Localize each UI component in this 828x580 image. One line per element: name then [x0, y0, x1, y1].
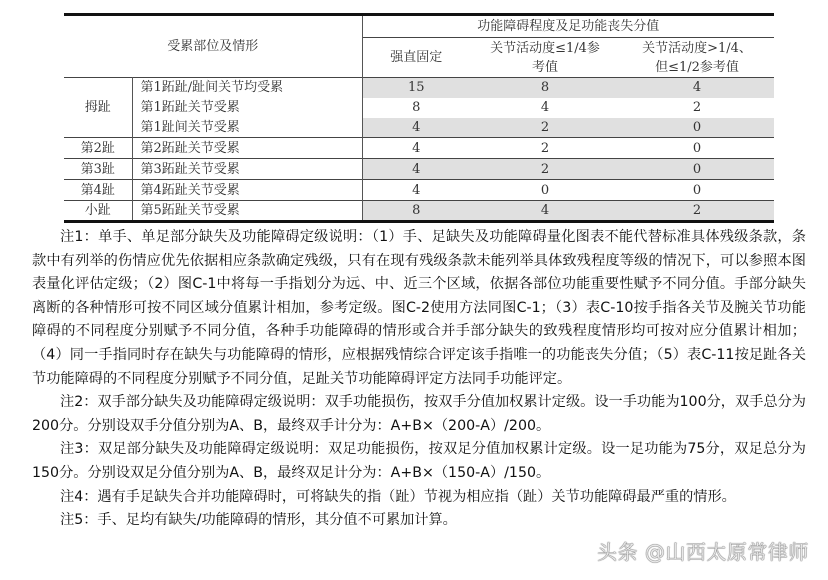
- row-item: 第3跖趾关节受累: [132, 159, 362, 180]
- note-2: 注2：双手部分缺失及功能障碍定级说明：双手功能损伤，按双手分值加权累计定级。设一手功能为100分，双手总分为200分。分别设双手分值分别为A、B，最终双手计分为：A+B×（200-A）/200。: [32, 394, 806, 434]
- value-rom-half: 0: [692, 182, 702, 198]
- row-item: 第1趾间关节受累: [132, 118, 362, 138]
- row-header: 受累部位及情形: [64, 15, 362, 78]
- row-item: 第1跖趾关节受累: [132, 98, 362, 118]
- table-row: [64, 138, 774, 159]
- value-ankylosis: 4: [362, 118, 470, 138]
- table-row: [64, 98, 774, 118]
- value-rom-quarter: 2: [470, 159, 620, 180]
- table-row: [64, 118, 774, 138]
- row-item: 第1跖趾/趾间关节均受累: [132, 78, 362, 98]
- column-header-rom-quarter: 关节活动度≤1/4参 考值: [470, 38, 620, 78]
- value-rom-quarter: 2: [540, 140, 550, 156]
- table-notes: [0, 226, 828, 533]
- row-item: 第4跖趾关节受累: [132, 180, 362, 201]
- table-row: [64, 159, 774, 180]
- row-item: 第2跖趾关节受累: [132, 138, 362, 159]
- value-rom-half: 0: [620, 118, 774, 138]
- foot-joint-dysfunction-table: [64, 13, 774, 223]
- table-row: [64, 201, 774, 222]
- value-rom-half: 0: [692, 140, 702, 156]
- value-rom-half: 2: [692, 100, 702, 115]
- value-rom-quarter: 8: [470, 78, 620, 98]
- group-label-hallux: 拇趾: [64, 78, 132, 138]
- note-5: 注5：手、足均有缺失/功能障碍的情形，其分值不可累加计算。: [60, 512, 457, 529]
- value-rom-quarter: 4: [470, 201, 620, 222]
- note-1: 注1：单手、单足部分缺失及功能障碍定级说明：（1）手、足缺失及功能障碍量化图表不能代替标准具体残级条款，条款中有列举的伤情应优先依据相应条款确定残级，只有在现有残级条款未能列举具体致残程度等级的情况下，可以参照本图表量化评估定级；（2）图C-1中将每一手指划分为远、中、近三个区域，依据各部位功能重要性赋予不同分值。手部分缺失离断的各种情形可按不同区域分值累计相加，参考定级。图C-2使用方法同图C-1；（3）表C-10按手指各关节及腕关节功能障碍的不同程度分别赋予不同分值，各种手功能障碍的情形或合并手部分缺失的致残程度情形均可按对应分值累计相加；（4）同一手指同时存在缺失与功能障碍的情形，应根据残情综合评定该手指唯一的功能丧失分值；（5）表C-11按足趾各关节功能障碍的不同程度分别赋予不同分值，足趾关节功能障碍评定方法同手功能评定。: [32, 229, 806, 387]
- value-ankylosis: 15: [362, 78, 470, 98]
- value-ankylosis: 8: [362, 201, 470, 222]
- row-item: 第5跖趾关节受累: [132, 201, 362, 222]
- value-rom-half: 2: [620, 201, 774, 222]
- value-rom-quarter: 0: [540, 182, 550, 198]
- value-ankylosis: 8: [412, 100, 421, 115]
- value-rom-quarter: 4: [540, 100, 550, 115]
- value-rom-quarter: 2: [470, 118, 620, 138]
- group-label-toe4: 第4趾: [64, 180, 132, 201]
- column-header-ankylosis: 强直固定: [362, 38, 470, 78]
- note-3: 注3：双足部分缺失及功能障碍定级说明：双足功能损伤，按双足分值加权累计定级。设一足功能为75分，双足总分为150分。分别设双足分值分别为A、B，最终双足计分为：A+B×（150-A）/150。: [32, 441, 806, 481]
- group-label-toe2: 第2趾: [64, 138, 132, 159]
- group-header: 功能障碍程度及足功能丧失分值: [477, 19, 660, 34]
- note-4: 注4：遇有手足缺失合并功能障碍时，可将缺失的指（趾）节视为相应指（趾）关节功能障碍最严重的情形。: [60, 488, 736, 505]
- value-rom-half: 4: [620, 78, 774, 98]
- value-rom-half: 0: [620, 159, 774, 180]
- group-label-little-toe: 小趾: [64, 201, 132, 222]
- value-ankylosis: 4: [412, 182, 421, 198]
- table-row: [64, 180, 774, 201]
- watermark: 头条 @山西太原常律师: [597, 540, 809, 564]
- value-ankylosis: 4: [362, 159, 470, 180]
- table-row: [64, 78, 774, 98]
- group-label-toe3: 第3趾: [64, 159, 132, 180]
- value-ankylosis: 4: [412, 140, 421, 156]
- column-header-rom-half: 关节活动度>1/4、 但≤1/2参考值: [620, 38, 774, 78]
